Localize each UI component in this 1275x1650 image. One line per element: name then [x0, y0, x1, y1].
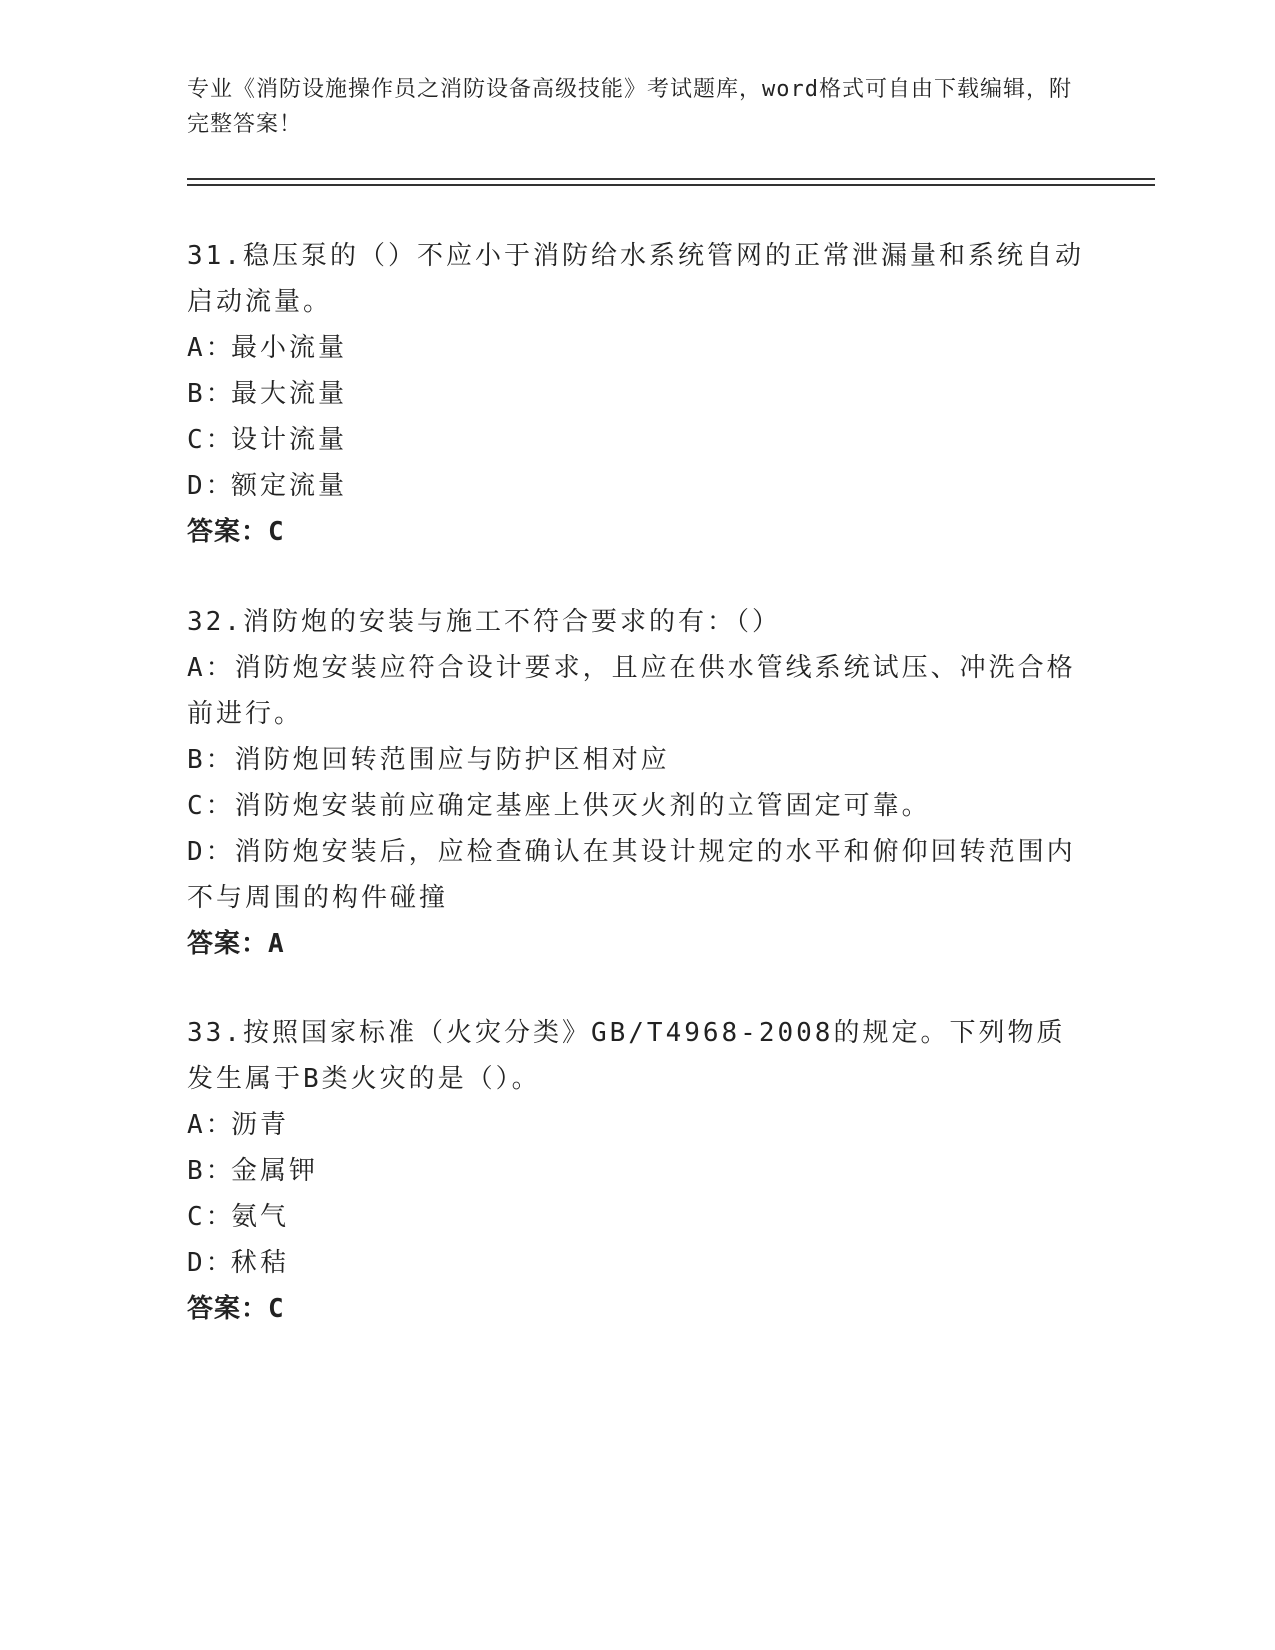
answer-line — [187, 921, 1087, 967]
option-text: 消防炮回转范围应与防护区相对应 — [234, 745, 670, 775]
option-b — [187, 371, 1087, 417]
option-text: 消防炮安装前应确定基座上供灭火剂的立管固定可靠。 — [234, 791, 931, 821]
header-divider-bottom — [187, 184, 1155, 186]
answer-value: C — [268, 1294, 285, 1324]
question-stem: 33.按照国家标准（火灾分类》GB/T4968-2008的规定。下列物质发生属于B类火灾的是（）。 — [187, 1018, 1066, 1094]
option-b — [187, 737, 1087, 783]
option-key: C： — [187, 425, 235, 455]
question-block — [187, 233, 1087, 555]
question-stem: 32.消防炮的安装与施工不符合要求的有：（） — [187, 607, 781, 637]
option-key: A： — [187, 1110, 235, 1140]
question-block — [187, 599, 1087, 967]
option-d — [187, 1240, 1087, 1286]
option-c — [187, 417, 1087, 463]
option-a — [187, 645, 1087, 737]
option-text: 消防炮安装后，应检查确认在其设计规定的水平和俯仰回转范围内不与周围的构件碰撞 — [187, 837, 1076, 913]
option-text: 金属钾 — [231, 1156, 319, 1186]
option-key: A： — [187, 333, 235, 363]
option-key: D： — [187, 1248, 235, 1278]
option-key: B： — [187, 745, 235, 775]
option-text: 设计流量 — [231, 425, 348, 455]
option-key: B： — [187, 1156, 235, 1186]
answer-label: 答案： — [187, 1294, 269, 1324]
option-key: C： — [187, 791, 235, 821]
option-d — [187, 829, 1087, 921]
option-c — [187, 783, 1087, 829]
answer-value: C — [268, 517, 285, 547]
answer-label: 答案： — [187, 929, 269, 959]
header-divider-top — [187, 178, 1155, 180]
option-text: 最大流量 — [231, 379, 348, 409]
option-text: 氨气 — [231, 1202, 290, 1232]
option-text: 最小流量 — [231, 333, 348, 363]
option-key: D： — [187, 471, 235, 501]
option-d — [187, 463, 1087, 509]
answer-line — [187, 509, 1087, 555]
option-text: 秫秸 — [231, 1248, 290, 1278]
option-text: 沥青 — [231, 1110, 290, 1140]
option-text: 消防炮安装应符合设计要求，且应在供水管线系统试压、冲洗合格前进行。 — [187, 653, 1076, 729]
option-a — [187, 1102, 1087, 1148]
option-text: 额定流量 — [231, 471, 348, 501]
question-stem: 31.稳压泵的（）不应小于消防给水系统管网的正常泄漏量和系统自动启动流量。 — [187, 241, 1084, 317]
option-key: B： — [187, 379, 235, 409]
answer-line — [187, 1286, 1087, 1332]
option-c — [187, 1194, 1087, 1240]
option-key: A： — [187, 653, 235, 683]
answer-value: A — [268, 929, 285, 959]
answer-label: 答案： — [187, 517, 269, 547]
option-a — [187, 325, 1087, 371]
question-block — [187, 1010, 1087, 1332]
option-b — [187, 1148, 1087, 1194]
header-note: 专业《消防设施操作员之消防设备高级技能》考试题库，word格式可自由下载编辑，附完整答案！ — [187, 77, 1072, 137]
option-key: D： — [187, 837, 235, 867]
option-key: C： — [187, 1202, 235, 1232]
